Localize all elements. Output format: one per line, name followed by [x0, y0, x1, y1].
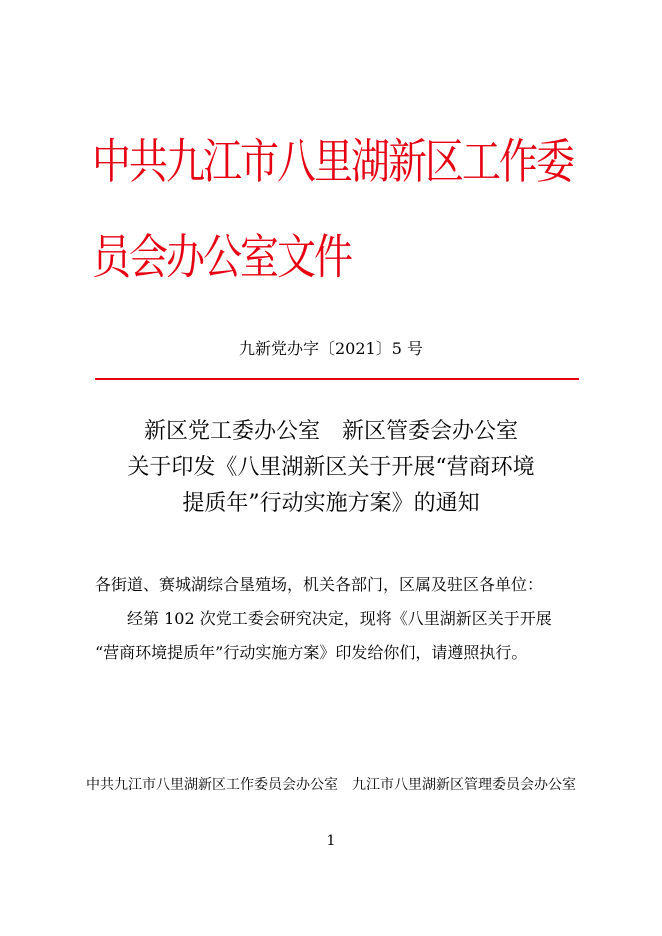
body-paragraph-line-2: “营商环境提质年”行动实施方案》印发给你们，请遵照执行。 [95, 643, 528, 662]
title-line-3: 提质年”行动实施方案》的通知 [182, 491, 480, 516]
page-number: 1 [326, 833, 336, 849]
notice-title [0, 414, 662, 522]
issuing-offices-signature: 中共九江市八里湖新区工作委员会办公室 九江市八里湖新区管理委员会办公室 [86, 777, 576, 793]
title-line-2: 关于印发《八里湖新区关于开展“营商环境 [127, 455, 535, 480]
addressee-line: 各街道、赛城湖综合垦殖场，机关各部门，区属及驻区各单位： [95, 575, 544, 594]
notice-body [95, 568, 585, 670]
document-number: 九新党办字〔2021〕5 号 [239, 339, 423, 358]
body-paragraph-line-1: 经第 102 次党工委会研究决定，现将《八里湖新区关于开展 [127, 609, 552, 628]
title-line-1: 新区党工委办公室 新区管委会办公室 [143, 419, 518, 444]
red-header-title: 中共九江市八里湖新区工作委员会办公室文件 [92, 135, 574, 286]
red-divider-line [95, 378, 579, 380]
